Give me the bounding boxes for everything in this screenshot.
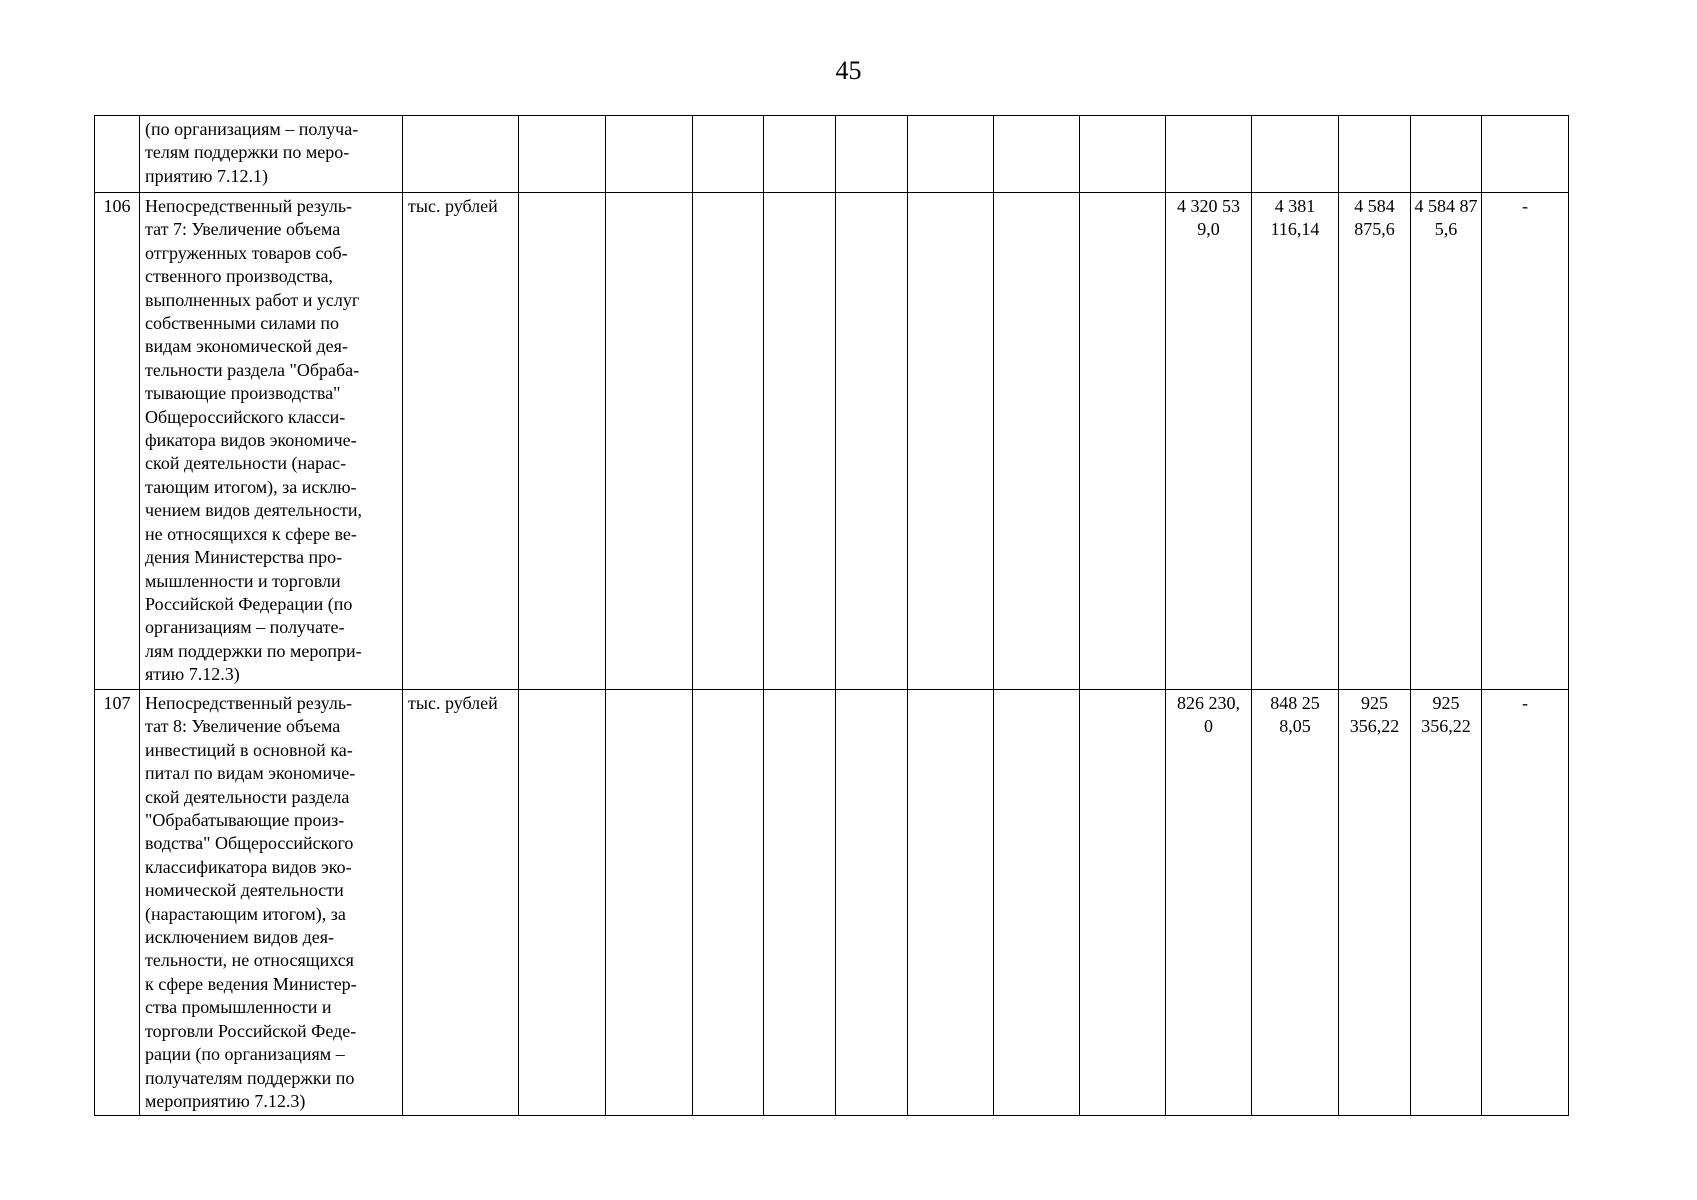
value-line: 4 381: [1274, 196, 1316, 216]
description-line: инвестиций в основной ка-: [145, 739, 353, 760]
value-cell-4: [1411, 116, 1482, 193]
empty-cell: [908, 690, 994, 1116]
value-line: 4 584 87: [1414, 196, 1478, 216]
description-line: тельности, не относящихся: [145, 950, 354, 971]
description-line: выполненных работ и услуг: [145, 289, 360, 310]
empty-cell: [606, 116, 693, 193]
value-line: 848 25: [1270, 693, 1320, 713]
description-line: Российской Федерации (по: [145, 593, 353, 614]
row-number: [95, 116, 140, 193]
empty-cell: [836, 690, 908, 1116]
page-number: 45: [835, 56, 862, 85]
value-cell-2: [1252, 690, 1339, 1116]
description-line: фикатора видов экономиче-: [145, 430, 357, 451]
description-line: получателям поддержки по: [145, 1067, 355, 1088]
data-table: [94, 115, 1657, 1116]
description-line: "Обрабатывающие произ-: [145, 810, 345, 831]
value-cell-4: [1411, 193, 1482, 690]
description-line: тывающие производства": [145, 383, 341, 404]
value-cell-1: [1166, 193, 1252, 690]
description-line: Непосредственный резуль-: [145, 693, 353, 713]
last-cell: -: [1482, 690, 1569, 1116]
description-line: Общероссийского класси-: [145, 406, 346, 427]
description-line: тельности раздела "Обраба-: [145, 359, 360, 380]
empty-cell: [908, 193, 994, 690]
table-body: [95, 116, 1657, 1116]
value-cell-4: [1411, 690, 1482, 1116]
description-line: классификатора видов эко-: [145, 856, 352, 877]
row-description: [140, 116, 403, 193]
row-unit: [403, 116, 519, 193]
description-line: отгруженных товаров соб-: [145, 242, 348, 263]
empty-cell: [994, 193, 1080, 690]
description-line: телям поддержки по меро-: [145, 142, 350, 163]
value-line: 925: [1432, 693, 1460, 713]
description-line: торговли Российской Феде-: [145, 1020, 357, 1041]
row-description: [140, 193, 403, 690]
description-line: питал по видам экономиче-: [145, 763, 356, 784]
description-line: тат 8: Увеличение объема: [145, 716, 341, 737]
value-line: 5,6: [1434, 219, 1458, 240]
value-line: 356,22: [1421, 716, 1471, 737]
empty-cell: [1080, 116, 1166, 193]
description-line: организациям – получате-: [145, 617, 345, 638]
value-line: 0: [1204, 716, 1213, 737]
value-line: 8,05: [1279, 716, 1311, 737]
value-cell-3: [1339, 690, 1411, 1116]
description-line: ственного производства,: [145, 266, 333, 287]
empty-cell: [519, 193, 606, 690]
row-unit: тыс. рублей: [403, 193, 519, 690]
empty-cell: [994, 116, 1080, 193]
table-row: [95, 193, 1657, 690]
table-row: [95, 116, 1657, 193]
empty-cell: [606, 690, 693, 1116]
description-line: (по организациям – получа-: [145, 119, 359, 139]
empty-cell: [764, 690, 836, 1116]
value-cell-1: [1166, 116, 1252, 193]
value-cell-2: [1252, 116, 1339, 193]
description-line: номической деятельности: [145, 880, 344, 901]
empty-cell: [836, 193, 908, 690]
description-line: ской деятельности (нарас-: [145, 453, 347, 474]
row-unit: тыс. рублей: [403, 690, 519, 1116]
description-line: мероприятию 7.12.3): [145, 1090, 306, 1111]
description-line: не относящихся к сфере ве-: [145, 523, 357, 544]
description-line: собственными силами по: [145, 313, 340, 334]
description-line: (нарастающим итогом), за: [145, 903, 346, 924]
empty-cell: [693, 193, 764, 690]
value-line: 826 230,: [1177, 693, 1240, 713]
description-line: ятию 7.12.3): [145, 664, 240, 685]
description-line: тат 7: Увеличение объема: [145, 219, 341, 240]
empty-cell: [693, 116, 764, 193]
empty-cell: [1080, 193, 1166, 690]
description-line: ства промышленности и: [145, 997, 332, 1018]
empty-cell: [994, 690, 1080, 1116]
value-line: 116,14: [1270, 219, 1320, 240]
description-line: чением видов деятельности,: [145, 500, 363, 521]
empty-cell: [836, 116, 908, 193]
description-line: ской деятельности раздела: [145, 786, 350, 807]
row-number: 106: [95, 193, 140, 690]
row-description: [140, 690, 403, 1116]
description-line: рации (по организациям –: [145, 1044, 345, 1065]
value-line: 925: [1361, 693, 1388, 713]
empty-cell: [693, 690, 764, 1116]
last-cell: [1482, 116, 1569, 193]
last-cell: -: [1482, 193, 1569, 690]
value-cell-1: [1166, 690, 1252, 1116]
description-line: Непосредственный резуль-: [145, 196, 353, 216]
description-line: дения Министерства про-: [145, 547, 343, 568]
empty-cell: [606, 193, 693, 690]
description-line: приятию 7.12.1): [145, 165, 268, 186]
empty-cell: [764, 116, 836, 193]
description-line: лям поддержки по меропри-: [145, 640, 362, 661]
table-row: [95, 690, 1657, 1116]
empty-cell: [908, 116, 994, 193]
value-line: 875,6: [1354, 219, 1395, 240]
row-number: 107: [95, 690, 140, 1116]
empty-cell: [764, 193, 836, 690]
description-line: мышленности и торговли: [145, 570, 341, 591]
value-cell-2: [1252, 193, 1339, 690]
value-cell-3: [1339, 116, 1411, 193]
empty-cell: [519, 690, 606, 1116]
empty-cell: [519, 116, 606, 193]
description-line: к сфере ведения Министер-: [145, 973, 357, 994]
value-cell-3: [1339, 193, 1411, 690]
value-line: 4 320 53: [1177, 196, 1240, 216]
description-line: видам экономической дея-: [145, 336, 348, 357]
value-line: 4 584: [1354, 196, 1395, 216]
value-line: 9,0: [1197, 219, 1220, 240]
empty-cell: [1080, 690, 1166, 1116]
value-line: 356,22: [1349, 716, 1400, 737]
description-line: исключением видов дея-: [145, 927, 335, 948]
description-line: водства" Общероссийского: [145, 833, 354, 854]
description-line: тающим итогом), за исклю-: [145, 476, 357, 497]
